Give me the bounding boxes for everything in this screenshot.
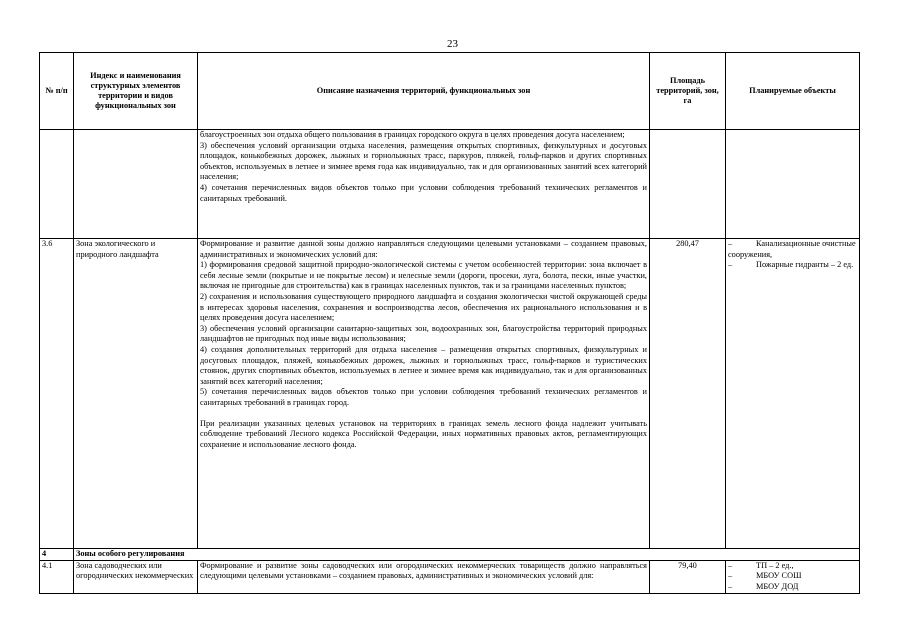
object-item [728,571,857,582]
page-number: 23 [447,38,458,50]
table-row [40,560,860,593]
row-name [74,130,198,239]
desc-paragraph: 2) сохранения и использования существующего природного ландшафта и создания экологически чистой окружающей среды в интересах здоровья населения, сохранения и воспроизводства лесов, обеспечения их рационального использования и в целях проведения досуга населением; [200,291,647,323]
object-item [728,582,857,593]
row-objects [726,239,860,549]
row-area: 280,47 [650,239,726,549]
header-objects: Планируемые объекты [726,53,860,130]
row-num: 3.6 [40,239,74,549]
desc-paragraph: Формирование и развитие данной зоны должно направляться следующими целевыми установками – созданием правовых, административных и экономических условий для: [200,239,647,259]
header-num: № п/п [40,53,74,130]
header-area: Площадь территорий, зон, га [650,53,726,130]
object-text: Пожарные гидранты – 2 ед. [756,260,854,270]
desc-paragraph: 4) сочетания перечисленных видов объектов только при условии соблюдения требований технических регламентов и санитарных требований. [200,182,647,203]
object-item [728,260,857,271]
table-row [40,130,860,239]
object-item [728,239,857,260]
object-dash: – [728,560,733,570]
row-objects [726,130,860,239]
header-description: Описание назначения территорий, функциональных зон [198,53,650,130]
desc-paragraph: благоустроенных зон отдыха общего пользования в границах городского округа в целях проведения досуга населением; [200,130,625,139]
desc-paragraph: 3) обеспечения условий организации отдыха населения, размещения открытых спортивных, физкультурных и досуговых площадок, конькобежных дорожек, лыжных и горнолыжных трасс, паркуров, пляжей, гольф-парков и других спортивных объектов, используемых в летнее и зимнее время года как индивидуально, так и для организованных занятий всех категорий населения; [200,140,647,182]
row-description [198,560,650,593]
section-row [40,549,860,561]
header-row [40,53,860,130]
header-index: Индекс и наименования структурных элементов территории и видов функциональных зон [74,53,198,130]
object-text: МБОУ СОШ [756,571,802,581]
desc-paragraph: Формирование и развитие зоны садоводческих или огороднических некоммерческих товариществ должно направляться следующими целевыми установками – созданием правовых, административных и экономических условий для: [200,560,647,581]
paragraph-gap [200,409,647,419]
zones-table [39,52,860,594]
desc-paragraph: 3) обеспечения условий организации санитарно-защитных зон, водоохранных зон, благоустройства территорий природных ландшафтов не пригодных под иные виды использования; [200,323,647,344]
row-description [198,130,650,239]
row-area [650,130,726,239]
object-dash: – [728,239,733,248]
row-num: 4.1 [40,560,74,593]
row-objects [726,560,860,593]
object-dash: – [728,581,733,591]
row-name: Зона экологического и природного ландшафта [74,239,198,549]
row-name: Зона садоводческих или огороднических некоммерческих [74,560,198,593]
desc-paragraph: При реализации указанных целевых установок на территориях в границах земель лесного фонда надлежит учитывать соблюдение требований Лесного кодекса Российской Федерации, иных нормативных правовых актов, регламентирующих сохранение и использование лесного фонда. [200,418,647,449]
object-text: МБОУ ДОД [756,581,799,591]
desc-paragraph: 1) формирования средовой защитной природно-экологической системы с учетом особенностей территории: зона включает в себя лесные земли (покрытые и не покрытые лесом) и нелесные земли (дороги, просеки, луга, болота, пески, иные участки, включая не пригодные для строительства) как в границах населенных пунктов, так и за границами населенных пунктов; [200,260,647,291]
object-dash: – [728,260,733,270]
desc-paragraph: 5) сочетания перечисленных видов объектов только при условии соблюдения требований технических регламентов и санитарных требований в границах город. [200,387,647,407]
row-description [198,239,650,549]
object-text: Канализационные очистные сооружения, [728,239,856,259]
section-num: 4 [40,549,74,561]
object-text: ТП – 2 ед., [756,560,794,570]
object-item [728,561,857,572]
object-dash: – [728,571,733,581]
row-area: 79,40 [650,560,726,593]
desc-paragraph: 4) создания дополнительных территорий для отдыха населения – размещения открытых спортивных, физкультурных и досуговых площадок, пляжей, конькобежных дорожек, лыжных и горнолыжных трасс, гольф-парков и туристических стоянок, других спортивных объектов, используемых в летнее и зимнее время как индивидуально, так и для организованных занятий всех категорий населения; [200,344,647,386]
row-num [40,130,74,239]
section-title: Зоны особого регулирования [74,549,860,561]
table-row [40,239,860,549]
